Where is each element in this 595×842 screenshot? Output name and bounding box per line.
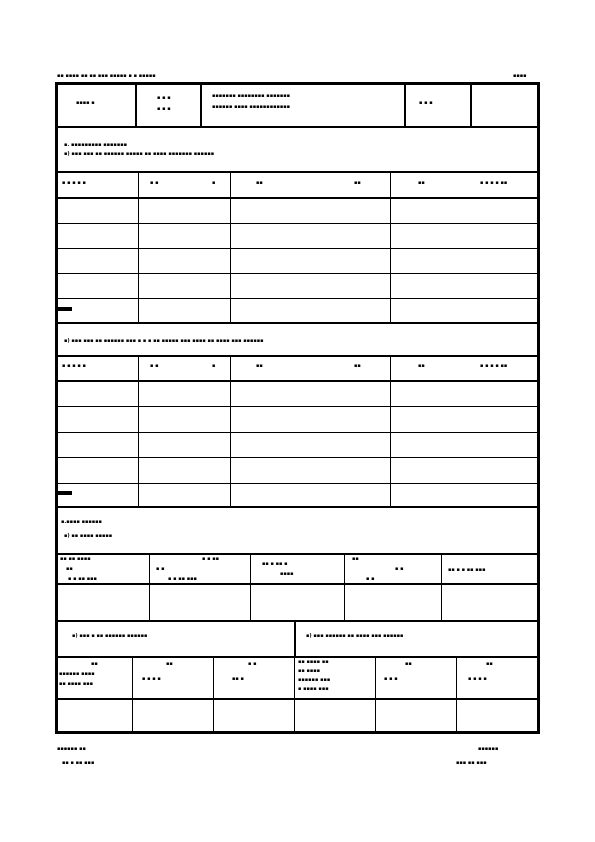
s3-col-header-2a: ▪ ▪ ▪▪: [202, 556, 220, 562]
divider: [55, 355, 540, 357]
divider: [456, 656, 457, 732]
footer-right-line-2: ▪▪▪ ▪▪ ▪▪▪: [456, 760, 487, 766]
s2-col-header-3a: ▪▪: [256, 363, 263, 369]
divider: [149, 553, 150, 621]
s1-col-header-2a: ▪ ▪: [150, 180, 159, 186]
divider: [55, 126, 540, 128]
s2-col-header-4b: ▪ ▪ ▪ ▪ ▪▪: [480, 363, 508, 369]
divider: [390, 355, 391, 506]
divider: [135, 82, 137, 127]
s3-col-header-3a: ▪▪ ▪ ▪▪ ▪: [262, 561, 288, 567]
divider: [55, 483, 540, 484]
s2-col-header-2a: ▪ ▪: [150, 363, 159, 369]
divider: [470, 82, 472, 127]
s1-total-label: [58, 307, 72, 311]
page-label: ▪▪▪▪: [513, 73, 527, 79]
form-title-line-2: ▪▪▪▪▪▪ ▪▪▪▪ ▪▪▪▪▪▪▪▪▪▪▪▪: [212, 104, 291, 110]
s3-col-header-1b: ▪▪: [66, 566, 73, 572]
divider: [55, 406, 540, 407]
divider: [55, 248, 540, 249]
divider: [55, 273, 540, 274]
section-4-left-heading: ▪) ▪▪▪ ▪ ▪▪ ▪▪▪▪▪▪ ▪▪▪▪▪▪: [72, 633, 148, 639]
s1-col-header-4b: ▪ ▪ ▪ ▪ ▪▪: [480, 180, 508, 186]
divider: [404, 82, 406, 127]
divider: [200, 82, 202, 127]
s4-col-header-6a: ▪▪: [486, 661, 493, 667]
s4-col-header-1b: ▪▪▪▪▪▪ ▪▪▪▪: [59, 671, 95, 677]
section-1-subheading: ▪) ▪▪▪ ▪▪▪ ▪▪ ▪▪▪▪▪▪ ▪▪▪▪▪ ▪▪ ▪▪▪▪ ▪▪▪▪▪▪▪ ▪▪▪▪▪▪: [64, 151, 215, 157]
s4-col-header-4b: ▪▪ ▪▪▪▪: [298, 668, 321, 674]
s4-col-header-1c: ▪▪ ▪▪▪▪ ▪▪▪: [59, 681, 93, 687]
divider: [55, 432, 540, 433]
divider: [213, 656, 214, 732]
s3-col-header-2c: ▪ ▪ ▪▪ ▪▪▪: [168, 576, 197, 582]
divider: [55, 553, 540, 555]
s2-col-header-4a: ▪▪: [418, 363, 425, 369]
header-cell-number-1: ▪ ▪ ▪: [157, 95, 171, 101]
divider: [230, 171, 231, 322]
s2-col-header-1: ▪ ▪ ▪ ▪ ▪: [62, 363, 86, 369]
s1-col-header-4a: ▪▪: [418, 180, 425, 186]
s1-col-header-3b: ▪▪: [354, 180, 361, 186]
s3-col-header-1c: ▪ ▪ ▪▪ ▪▪▪: [68, 576, 97, 582]
s4-col-header-3a: ▪ ▪: [248, 661, 257, 667]
divider: [55, 506, 540, 508]
section-1-heading: ▪. ▪▪▪▪▪▪▪▪▪ ▪▪▪▪▪▪▪: [64, 142, 127, 148]
footer-left-line-2: ▪▪ ▪ ▪▪ ▪▪▪: [62, 760, 95, 766]
form-title-line-1: ▪▪▪▪▪▪▪ ▪▪▪▪▪▪▪▪ ▪▪▪▪▪▪▪: [212, 93, 291, 99]
s2-col-header-3b: ▪▪: [354, 363, 361, 369]
s3-col-header-5: ▪▪ ▪ ▪ ▪▪ ▪▪▪: [448, 567, 486, 573]
divider: [55, 656, 540, 658]
divider: [375, 656, 376, 732]
divider: [390, 171, 391, 322]
s4-col-header-4a: ▪▪ ▪▪▪▪ ▪▪: [298, 659, 329, 665]
header-cell-period: ▪ ▪ ▪: [419, 100, 433, 106]
s3-col-header-4a: ▪▪: [352, 556, 359, 562]
footer-left-line-1: ▪▪▪▪▪▪ ▪▪: [57, 746, 86, 752]
header-cell-number-2: ▪ ▪ ▪: [157, 106, 171, 112]
divider: [441, 553, 442, 621]
divider: [132, 656, 133, 732]
s4-col-header-3b: ▪▪ ▪: [232, 676, 244, 682]
section-3-heading: ▪.▪▪▪▪ ▪▪▪▪▪▪: [61, 519, 102, 525]
header-cell-code: ▪▪▪▪ ▪: [76, 100, 95, 106]
divider: [55, 171, 540, 173]
section-4-right-heading: ▪) ▪▪▪ ▪▪▪▪▪▪ ▪▪ ▪▪▪▪ ▪▪▪ ▪▪▪▪▪▪: [306, 633, 404, 639]
divider: [55, 620, 540, 622]
s1-col-header-2b: ▪: [212, 180, 216, 186]
s4-col-header-6b: ▪ ▪ ▪ ▪: [468, 676, 487, 682]
s3-col-header-1a: ▪▪ ▪▪ ▪▪▪▪: [60, 556, 91, 562]
divider: [55, 457, 540, 458]
s4-col-header-2a: ▪▪: [166, 661, 173, 667]
s1-col-header-3a: ▪▪: [256, 180, 263, 186]
divider: [230, 355, 231, 506]
s4-col-header-4d: ▪ ▪▪▪▪ ▪▪▪: [298, 686, 329, 692]
divider: [294, 620, 296, 656]
section-2-subheading: ▪) ▪▪▪ ▪▪▪ ▪▪ ▪▪▪▪▪▪ ▪▪▪ ▪ ▪ ▪ ▪▪ ▪▪▪▪▪ ▪▪▪ ▪▪▪▪ ▪▪ ▪▪▪▪ ▪▪▪ ▪▪▪▪▪▪: [64, 338, 264, 344]
divider: [344, 553, 345, 621]
s4-col-header-1a: ▪▪: [91, 661, 98, 667]
s4-col-header-5a: ▪▪: [405, 661, 412, 667]
divider: [55, 298, 540, 299]
footer-right-line-1: ▪▪▪▪▪▪: [478, 746, 499, 752]
s4-col-header-4c: ▪▪▪▪▪▪ ▪▪▪: [298, 677, 331, 683]
s3-col-header-4b: ▪ ▪: [395, 566, 404, 572]
divider: [55, 583, 540, 585]
s3-col-header-3b: ▪▪▪▪: [280, 571, 294, 577]
divider: [250, 553, 251, 621]
s4-col-header-5b: ▪ ▪ ▪: [384, 676, 398, 682]
divider: [55, 698, 540, 700]
form-reference: ▪▪ ▪▪▪▪ ▪▪ ▪▪ ▪▪▪ ▪▪▪▪▪ ▪ ▪ ▪▪▪▪▪: [57, 73, 156, 79]
divider: [55, 197, 540, 199]
divider: [55, 380, 540, 382]
s1-col-header-1: ▪ ▪ ▪ ▪ ▪: [62, 180, 86, 186]
s3-col-header-4c: ▪ ▪: [366, 576, 375, 582]
divider: [55, 322, 540, 324]
s3-col-header-2b: ▪ ▪: [156, 566, 165, 572]
s2-total-label: [58, 491, 72, 495]
divider: [294, 656, 295, 732]
s4-col-header-2b: ▪ ▪ ▪ ▪: [142, 676, 161, 682]
divider: [55, 223, 540, 224]
section-3-subheading: ▪) ▪▪ ▪▪▪▪ ▪▪▪▪▪: [64, 533, 113, 539]
s2-col-header-2b: ▪: [212, 363, 216, 369]
divider: [138, 355, 139, 506]
divider: [138, 171, 139, 322]
